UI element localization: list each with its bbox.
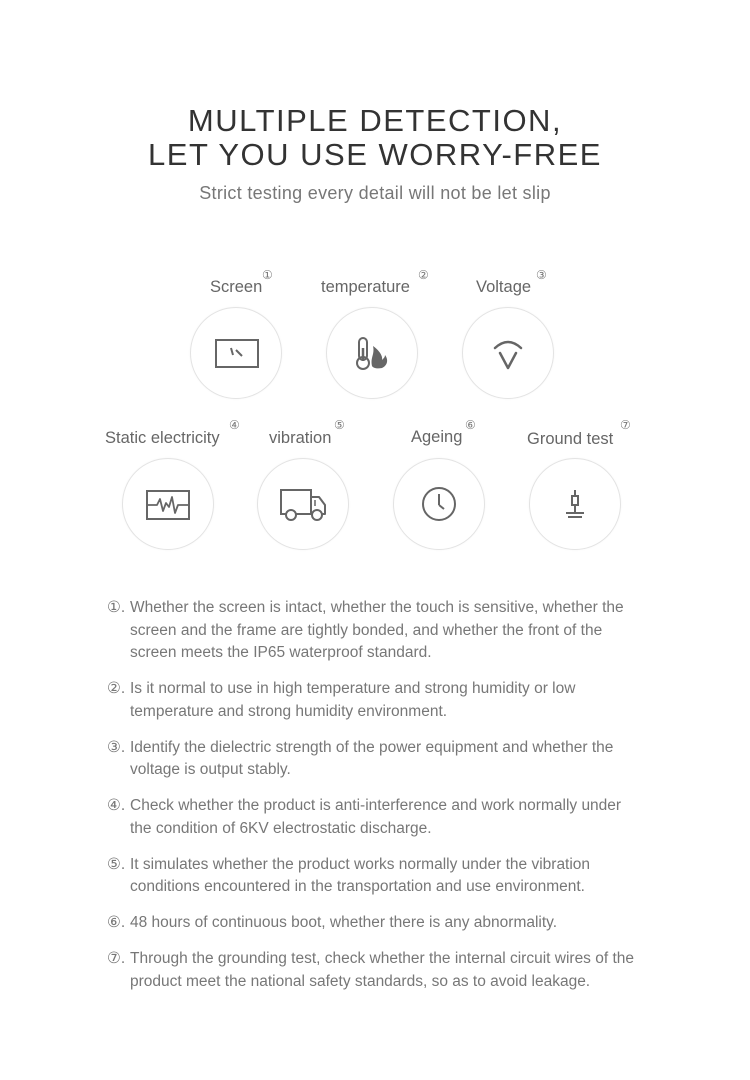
note-number: ②. bbox=[107, 680, 126, 697]
clock-icon bbox=[394, 459, 484, 549]
note-number: ⑤. bbox=[107, 855, 126, 873]
list-item bbox=[107, 948, 637, 993]
feature-label-temperature: temperature bbox=[321, 278, 410, 296]
title-line-1: MULTIPLE DETECTION, bbox=[187, 103, 563, 138]
feature-number-1: ① bbox=[262, 268, 273, 282]
title-line-2: LET YOU USE WORRY-FREE bbox=[148, 137, 602, 172]
note-text: Is it normal to use in high temperature and strong humidity or low temperature and strong humidity environment. bbox=[130, 680, 576, 720]
feature-ground-test bbox=[529, 458, 621, 550]
feature-label-ground-test: Ground test bbox=[527, 430, 614, 448]
list-item bbox=[107, 678, 637, 723]
feature-label-static-electricity: Static electricity bbox=[105, 429, 220, 447]
voltage-icon bbox=[463, 308, 553, 398]
feature-number-6: ⑥ bbox=[465, 418, 476, 432]
list-item bbox=[107, 737, 637, 782]
screen-icon bbox=[191, 308, 281, 398]
feature-number-7: ⑦ bbox=[620, 418, 631, 432]
thermometer-icon bbox=[327, 308, 417, 398]
feature-number-5: ⑤ bbox=[334, 418, 345, 432]
note-text: Check whether the product is anti-interference and work normally under the condition of 6KV electrostatic discharge. bbox=[130, 797, 622, 837]
note-text: 48 hours of continuous boot, whether there is any abnormality. bbox=[130, 914, 558, 931]
feature-label-vibration: vibration bbox=[269, 429, 332, 447]
page-subtitle: Strict testing every detail will not be let slip bbox=[199, 183, 551, 203]
feature-label-screen: Screen bbox=[210, 278, 263, 296]
truck-icon bbox=[258, 459, 348, 549]
feature-ageing bbox=[393, 458, 485, 550]
note-number: ⑥. bbox=[107, 914, 126, 931]
detection-notes-list bbox=[107, 597, 637, 1007]
list-item bbox=[107, 795, 637, 840]
feature-temperature bbox=[326, 307, 418, 399]
page-title bbox=[0, 104, 750, 172]
feature-static-electricity bbox=[122, 458, 214, 550]
note-text: It simulates whether the product works normally under the vibration conditions encountered in the transportation and use environment. bbox=[130, 855, 591, 895]
static-electricity-icon bbox=[123, 459, 213, 549]
feature-label-voltage: Voltage bbox=[476, 278, 532, 296]
list-item bbox=[107, 854, 637, 899]
note-number: ④. bbox=[107, 797, 126, 814]
feature-label-ageing: Ageing bbox=[411, 428, 463, 446]
note-text: Through the grounding test, check whether the internal circuit wires of the product meet the national safety standards, so as to avoid leakage. bbox=[130, 950, 635, 990]
feature-number-4: ④ bbox=[229, 418, 240, 432]
feature-number-3: ③ bbox=[536, 268, 547, 282]
note-number: ⑦. bbox=[107, 950, 126, 967]
feature-voltage bbox=[462, 307, 554, 399]
feature-vibration bbox=[257, 458, 349, 550]
feature-screen bbox=[190, 307, 282, 399]
note-number: ③. bbox=[107, 738, 126, 756]
ground-icon bbox=[530, 459, 620, 549]
list-item bbox=[107, 912, 637, 935]
note-number: ①. bbox=[107, 599, 126, 616]
feature-number-2: ② bbox=[418, 268, 429, 282]
note-text: Whether the screen is intact, whether the touch is sensitive, whether the screen and the frame are tightly bonded, and whether the front of the screen meets the IP65 waterproof standard. bbox=[130, 599, 624, 661]
note-text: Identify the dielectric strength of the power equipment and whether the voltage is output stably. bbox=[130, 738, 614, 778]
list-item bbox=[107, 597, 637, 665]
